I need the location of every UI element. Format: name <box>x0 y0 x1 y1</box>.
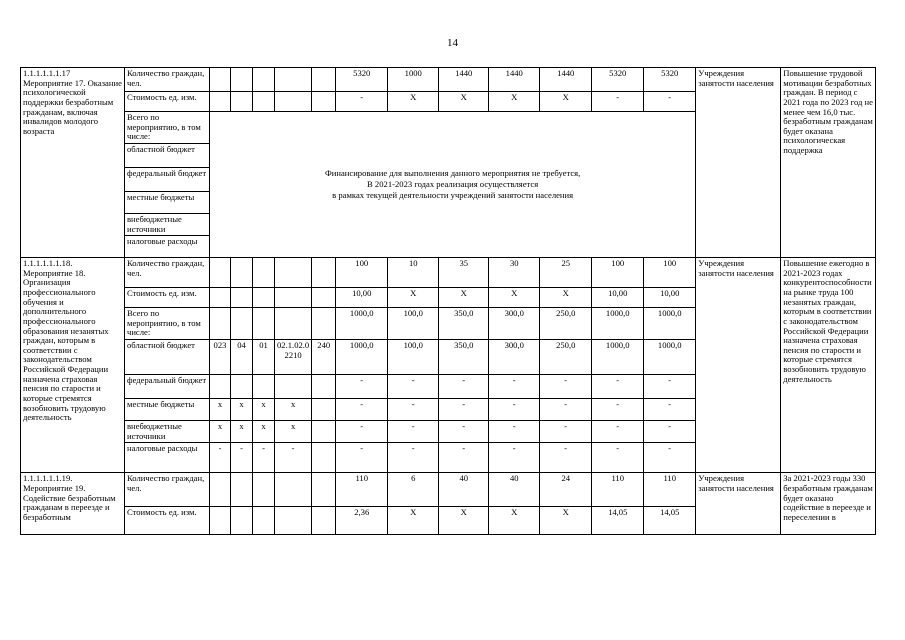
value-cell: 1000,0 <box>592 340 644 375</box>
budget-code-cell <box>253 308 275 340</box>
value-cell: - <box>489 443 540 473</box>
value-cell: - <box>489 421 540 443</box>
budget-code-cell: х <box>231 421 253 443</box>
budget-code-cell: 01 <box>253 340 275 375</box>
value-cell: 100,0 <box>388 340 439 375</box>
value-cell: 10,00 <box>336 288 388 308</box>
value-cell: - <box>592 375 644 399</box>
value-cell: 30 <box>489 258 540 288</box>
value-cell: - <box>592 92 644 112</box>
value-cell: Х <box>540 92 592 112</box>
row-label: Стоимость ед. изм. <box>125 288 210 308</box>
value-cell: - <box>592 443 644 473</box>
value-cell: 5320 <box>592 68 644 92</box>
value-cell: 40 <box>489 473 540 507</box>
value-cell: - <box>644 92 696 112</box>
financing-note-line: В 2021-2023 годах реализация осуществляется <box>367 178 539 189</box>
value-cell: 6 <box>388 473 439 507</box>
value-cell: - <box>439 399 489 421</box>
budget-code-cell <box>231 288 253 308</box>
budget-code-cell <box>312 68 336 92</box>
budget-code-cell <box>312 507 336 535</box>
budget-code-cell <box>231 308 253 340</box>
budget-code-cell: - <box>210 443 231 473</box>
budget-code-cell <box>312 92 336 112</box>
value-cell: 10,00 <box>644 288 696 308</box>
budget-code-cell <box>231 473 253 507</box>
value-cell: - <box>540 375 592 399</box>
budget-code-cell <box>275 507 312 535</box>
budget-code-cell <box>231 375 253 399</box>
row-label: Стоимость ед. изм. <box>125 507 210 535</box>
row-label: Стоимость ед. изм. <box>125 92 210 112</box>
value-cell: - <box>489 399 540 421</box>
row-label: федеральный бюджет <box>125 375 210 399</box>
budget-code-cell <box>275 473 312 507</box>
budget-code-cell <box>312 473 336 507</box>
value-cell: Х <box>540 288 592 308</box>
value-cell: - <box>336 375 388 399</box>
value-cell: 2,36 <box>336 507 388 535</box>
value-cell: - <box>388 443 439 473</box>
value-cell: 14,05 <box>592 507 644 535</box>
value-cell: - <box>388 421 439 443</box>
activity-title: Мероприятие 17. Оказание психологической поддержки безработным гражданам, включая инвалидов молодого возраста <box>23 77 122 136</box>
value-cell: - <box>388 399 439 421</box>
budget-code-cell <box>312 375 336 399</box>
value-cell: 110 <box>336 473 388 507</box>
expected-result: За 2021-2023 годы 330 безработным гражданам будет оказано содействие в переезде и переселении в <box>781 473 876 535</box>
budget-code-cell: х <box>275 421 312 443</box>
program-activities-table <box>20 67 876 535</box>
row-label: местные бюджеты <box>125 399 210 421</box>
budget-code-cell <box>275 68 312 92</box>
activity-id: 1.1.1.1.1.1.19. <box>23 473 73 484</box>
row-label: Количество граждан, чел. <box>125 473 210 507</box>
row-label: налоговые расходы <box>125 443 210 473</box>
value-cell: - <box>644 375 696 399</box>
value-cell: 1000,0 <box>336 340 388 375</box>
budget-code-cell <box>253 473 275 507</box>
value-cell: 350,0 <box>439 340 489 375</box>
budget-code-cell <box>312 421 336 443</box>
row-label: областной бюджет <box>125 340 210 375</box>
budget-code-cell <box>253 375 275 399</box>
activity-title: Мероприятие 18. Организация профессионального обучения и дополнительного профессионального образования незанятых граждан, которым в соответствии с законодательством Российской Федерации назначена страховая пенсия по старости и которые стремятся возобновить трудовую деятельность <box>23 267 109 423</box>
budget-code-cell <box>253 507 275 535</box>
value-cell: 250,0 <box>540 308 592 340</box>
value-cell: 300,0 <box>489 308 540 340</box>
value-cell: - <box>592 399 644 421</box>
budget-code-cell <box>253 288 275 308</box>
value-cell: - <box>336 399 388 421</box>
executor: Учреждения занятости населения <box>696 258 781 473</box>
budget-code-cell <box>231 258 253 288</box>
value-cell: - <box>592 421 644 443</box>
row-label: Количество граждан, чел. <box>125 258 210 288</box>
row-label: налоговые расходы <box>125 236 210 258</box>
budget-code-cell <box>275 375 312 399</box>
activity-description <box>21 68 125 258</box>
budget-code-cell: - <box>231 443 253 473</box>
budget-code-cell <box>210 68 231 92</box>
budget-code-cell: х <box>210 421 231 443</box>
budget-code-cell: х <box>210 399 231 421</box>
value-cell: 100 <box>644 258 696 288</box>
value-cell: - <box>540 443 592 473</box>
budget-code-cell <box>210 308 231 340</box>
value-cell: - <box>439 421 489 443</box>
budget-code-cell: 023 <box>210 340 231 375</box>
budget-code-cell: 240 <box>312 340 336 375</box>
value-cell: 110 <box>592 473 644 507</box>
budget-code-cell <box>253 68 275 92</box>
value-cell: Х <box>439 507 489 535</box>
table-row <box>21 473 876 507</box>
value-cell: - <box>489 375 540 399</box>
activity-description <box>21 473 125 535</box>
executor: Учреждения занятости населения <box>696 473 781 535</box>
page-number: 14 <box>447 37 458 49</box>
row-label: Всего по мероприятию, в том числе: <box>125 308 210 340</box>
budget-code-cell: - <box>253 443 275 473</box>
budget-code-cell <box>312 258 336 288</box>
budget-code-cell <box>253 258 275 288</box>
value-cell: - <box>540 399 592 421</box>
value-cell: - <box>540 421 592 443</box>
budget-code-cell: х <box>253 421 275 443</box>
budget-code-cell <box>210 375 231 399</box>
budget-code-cell <box>210 92 231 112</box>
value-cell: 35 <box>439 258 489 288</box>
value-cell: 5320 <box>644 68 696 92</box>
value-cell: - <box>388 375 439 399</box>
budget-code-cell <box>275 288 312 308</box>
value-cell: 10,00 <box>592 288 644 308</box>
activity-description <box>21 258 125 473</box>
financing-note <box>210 112 696 258</box>
row-label: местные бюджеты <box>125 191 210 213</box>
budget-code-cell <box>312 308 336 340</box>
value-cell: Х <box>388 507 439 535</box>
value-cell: 10 <box>388 258 439 288</box>
value-cell: 1000,0 <box>336 308 388 340</box>
value-cell: 14,05 <box>644 507 696 535</box>
budget-code-cell <box>210 258 231 288</box>
value-cell: Х <box>439 288 489 308</box>
row-label: внебюджетные источники <box>125 421 210 443</box>
value-cell: 1440 <box>489 68 540 92</box>
value-cell: 40 <box>439 473 489 507</box>
value-cell: 1000,0 <box>644 308 696 340</box>
budget-code-cell <box>231 68 253 92</box>
value-cell: 100 <box>592 258 644 288</box>
activity-title: Мероприятие 19. Содействие безработным гражданам в переезде и безработным <box>23 482 116 522</box>
value-cell: Х <box>388 288 439 308</box>
budget-code-cell: х <box>231 399 253 421</box>
financing-note-line: в рамках текущей деятельности учреждений занятости населения <box>332 190 574 201</box>
expected-result: Повышение трудовой мотивации безработных граждан. В период с 2021 года по 2023 год не менее чем 16,0 тыс. безработным гражданам будет оказана психологическая поддержка <box>781 68 876 258</box>
value-cell: 1000 <box>388 68 439 92</box>
row-label: Количество граждан, чел. <box>125 68 210 92</box>
budget-code-cell <box>312 399 336 421</box>
value-cell: Х <box>540 507 592 535</box>
value-cell: 250,0 <box>540 340 592 375</box>
value-cell: 1440 <box>439 68 489 92</box>
value-cell: 24 <box>540 473 592 507</box>
budget-code-cell <box>312 288 336 308</box>
row-label: внебюджетные источники <box>125 213 210 235</box>
table-row <box>21 258 876 288</box>
value-cell: Х <box>388 92 439 112</box>
value-cell: Х <box>489 288 540 308</box>
budget-code-cell: х <box>253 399 275 421</box>
value-cell: 350,0 <box>439 308 489 340</box>
value-cell: 25 <box>540 258 592 288</box>
row-label: областной бюджет <box>125 143 210 167</box>
budget-code-cell: 02.1.02.0 2210 <box>275 340 312 375</box>
budget-code-cell <box>275 92 312 112</box>
activity-id: 1.1.1.1.1.1.17 <box>23 68 71 78</box>
value-cell: 1000,0 <box>644 340 696 375</box>
value-cell: - <box>336 92 388 112</box>
value-cell: 110 <box>644 473 696 507</box>
value-cell: - <box>336 421 388 443</box>
financing-note-line: Финансирование для выполнения данного мероприятия не требуется, <box>324 167 581 178</box>
value-cell: - <box>336 443 388 473</box>
expected-result: Повышение ежегодно в 2021-2023 годах конкурентоспособности на рынке труда 100 незанятых граждан, которым в соответствии с законодательством Российской Федерации назначена страховая пенсия по старости и которые стремятся возобновить трудовую деятельность <box>781 258 876 473</box>
budget-code-cell <box>231 507 253 535</box>
value-cell: Х <box>489 507 540 535</box>
budget-code-cell <box>210 507 231 535</box>
value-cell: Х <box>439 92 489 112</box>
row-label: Всего по мероприятию, в том числе: <box>125 112 210 144</box>
budget-code-cell: х <box>275 399 312 421</box>
value-cell: - <box>644 443 696 473</box>
row-label: федеральный бюджет <box>125 167 210 191</box>
budget-code-cell <box>210 288 231 308</box>
budget-code-cell <box>210 473 231 507</box>
value-cell: 100 <box>336 258 388 288</box>
value-cell: - <box>644 421 696 443</box>
value-cell: - <box>439 443 489 473</box>
value-cell: 100,0 <box>388 308 439 340</box>
budget-code-cell: - <box>275 443 312 473</box>
executor: Учреждения занятости населения <box>696 68 781 258</box>
table-row <box>21 68 876 92</box>
value-cell: 1000,0 <box>592 308 644 340</box>
activity-id: 1.1.1.1.1.1.18. <box>23 258 73 269</box>
value-cell: - <box>439 375 489 399</box>
value-cell: - <box>644 399 696 421</box>
budget-code-cell <box>312 443 336 473</box>
budget-code-cell <box>253 92 275 112</box>
budget-code-cell <box>275 258 312 288</box>
budget-code-cell <box>275 308 312 340</box>
budget-code-cell <box>231 92 253 112</box>
value-cell: Х <box>489 92 540 112</box>
value-cell: 1440 <box>540 68 592 92</box>
value-cell: 300,0 <box>489 340 540 375</box>
budget-code-cell: 04 <box>231 340 253 375</box>
value-cell: 5320 <box>336 68 388 92</box>
